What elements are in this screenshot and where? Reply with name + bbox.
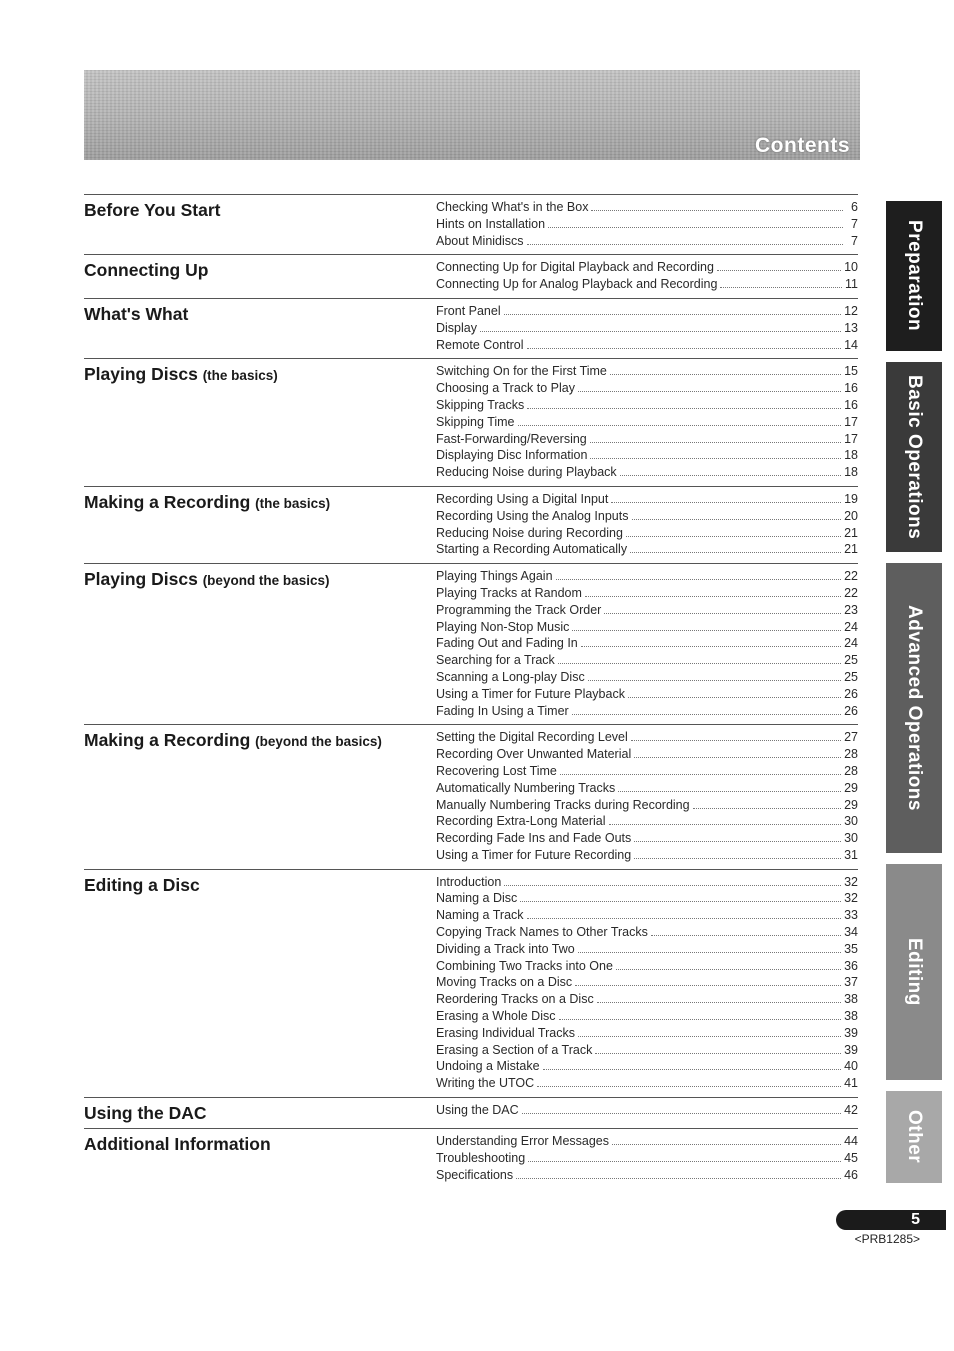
dot-leader (520, 900, 841, 902)
entry-label: About Minidiscs (436, 233, 524, 248)
entry-page: 27 (844, 730, 858, 745)
dot-leader (581, 645, 841, 647)
entry-label: Programming the Track Order (436, 602, 602, 617)
entry-label: Recording Over Unwanted Material (436, 747, 632, 762)
entry-page: 38 (844, 1009, 858, 1024)
entry-page: 33 (844, 908, 858, 923)
entry-page: 11 (845, 277, 858, 292)
entry-page: 23 (844, 602, 858, 617)
entry-page: 45 (844, 1150, 858, 1165)
toc-section (84, 298, 858, 358)
toc-entry[interactable] (436, 830, 858, 847)
toc-entry[interactable] (436, 216, 858, 233)
section-title (84, 259, 436, 293)
section-title-text: Playing Discs (84, 364, 198, 385)
dot-leader (611, 501, 841, 503)
dot-leader (516, 1177, 841, 1179)
entry-page: 41 (844, 1076, 858, 1091)
section-title-text: Making a Recording (84, 730, 251, 751)
dot-leader (578, 951, 841, 953)
toc-entry[interactable] (436, 1102, 858, 1119)
dot-leader (616, 968, 841, 970)
section-entries (436, 259, 858, 293)
toc-entry[interactable] (436, 1008, 858, 1025)
dot-leader (504, 313, 841, 315)
page-number: 5 (836, 1210, 946, 1230)
dot-leader (628, 696, 841, 698)
entry-page: 7 (851, 233, 858, 248)
tab-basic-operations[interactable] (886, 362, 942, 552)
toc-section (84, 194, 858, 254)
section-entries (436, 874, 858, 1092)
entry-label: Troubleshooting (436, 1150, 526, 1165)
entry-label: Skipping Time (436, 414, 515, 429)
toc-entry[interactable] (436, 447, 858, 464)
entry-page: 16 (844, 397, 858, 412)
entry-label: Recording Extra-Long Material (436, 814, 606, 829)
toc-entry[interactable] (436, 199, 858, 216)
dot-leader (480, 330, 841, 332)
section-title (84, 1102, 436, 1123)
entry-label: Using a Timer for Future Recording (436, 847, 632, 862)
toc-entry[interactable] (436, 847, 858, 864)
section-entries (436, 1102, 858, 1123)
dot-leader (610, 373, 841, 375)
entry-label: Playing Non-Stop Music (436, 619, 570, 634)
entry-page: 18 (844, 448, 858, 463)
entry-label: Remote Control (436, 337, 524, 352)
entry-page: 40 (844, 1059, 858, 1074)
section-entries (436, 199, 858, 249)
toc-entry[interactable] (436, 746, 858, 763)
section-title-text: Editing a Disc (84, 874, 200, 895)
entry-label: Choosing a Track to Play (436, 381, 575, 396)
entry-page: 15 (844, 364, 858, 379)
entry-label: Searching for a Track (436, 653, 555, 668)
entry-page: 17 (844, 414, 858, 429)
dot-leader (578, 1035, 841, 1037)
tab-label: Other (904, 1110, 925, 1164)
dot-leader (559, 1018, 842, 1020)
entry-page: 20 (844, 508, 858, 523)
entry-page: 24 (844, 636, 858, 651)
table-of-contents (84, 194, 858, 1188)
entry-page: 12 (844, 303, 858, 318)
toc-section (84, 563, 858, 724)
entry-page: 35 (844, 941, 858, 956)
entry-label: Starting a Recording Automatically (436, 542, 628, 557)
entry-label: Dividing a Track into Two (436, 941, 575, 956)
entry-label: Connecting Up for Analog Playback and Recording (436, 277, 718, 292)
dot-leader (634, 840, 841, 842)
section-title (84, 874, 436, 1092)
entry-label: Recording Fade Ins and Fade Outs (436, 831, 632, 846)
toc-entry[interactable] (436, 320, 858, 337)
entry-label: Manually Numbering Tracks during Recording (436, 797, 690, 812)
entry-page: 22 (844, 585, 858, 600)
dot-leader (504, 884, 841, 886)
dot-leader (693, 807, 842, 809)
dot-leader (630, 551, 841, 553)
section-entries (436, 568, 858, 719)
entry-page: 21 (844, 542, 858, 557)
entry-page: 26 (844, 686, 858, 701)
toc-entry[interactable] (436, 508, 858, 525)
entry-label: Playing Tracks at Random (436, 585, 582, 600)
toc-entry[interactable] (436, 585, 858, 602)
entry-page: 25 (844, 669, 858, 684)
entry-label: Switching On for the First Time (436, 364, 607, 379)
entry-page: 25 (844, 653, 858, 668)
dot-leader (720, 286, 842, 288)
toc-entry[interactable] (436, 686, 858, 703)
toc-section (84, 869, 858, 1097)
dot-leader (634, 756, 841, 758)
section-subtitle: (beyond the basics) (202, 573, 330, 589)
toc-entry[interactable] (436, 1025, 858, 1042)
tab-preparation[interactable] (886, 201, 942, 351)
toc-entry[interactable] (436, 991, 858, 1008)
entry-label: Moving Tracks on a Disc (436, 975, 573, 990)
toc-entry[interactable] (436, 958, 858, 975)
entry-label: Using the DAC (436, 1103, 519, 1118)
entry-page: 29 (844, 797, 858, 812)
dot-leader (631, 739, 841, 741)
dot-leader (527, 917, 842, 919)
dot-leader (543, 1068, 842, 1070)
dot-leader (612, 1143, 841, 1145)
entry-label: Front Panel (436, 303, 501, 318)
dot-leader (572, 629, 841, 631)
entry-label: Fading In Using a Timer (436, 703, 569, 718)
dot-leader (588, 679, 841, 681)
entry-page: 22 (844, 569, 858, 584)
section-entries (436, 303, 858, 353)
entry-page: 32 (844, 891, 858, 906)
entry-page: 30 (844, 814, 858, 829)
toc-entry[interactable] (436, 525, 858, 542)
entry-page: 10 (844, 260, 858, 275)
entry-label: Recording Using the Analog Inputs (436, 508, 629, 523)
entry-label: Skipping Tracks (436, 397, 525, 412)
entry-page: 39 (844, 1025, 858, 1040)
entry-label: Reducing Noise during Recording (436, 525, 623, 540)
toc-section (84, 486, 858, 563)
page-title: Contents (755, 134, 850, 157)
dot-leader (717, 269, 841, 271)
dot-leader (527, 243, 843, 245)
toc-entry[interactable] (436, 431, 858, 448)
toc-entry[interactable] (436, 635, 858, 652)
dot-leader (558, 662, 841, 664)
entry-label: Erasing a Whole Disc (436, 1009, 556, 1024)
tab-other[interactable] (886, 1091, 942, 1183)
dot-leader (578, 390, 841, 392)
dot-leader (522, 1112, 841, 1114)
dot-leader (618, 790, 841, 792)
entry-label: Erasing a Section of a Track (436, 1042, 593, 1057)
section-title (84, 363, 436, 481)
entry-label: Erasing Individual Tracks (436, 1025, 575, 1040)
entry-page: 17 (844, 431, 858, 446)
tab-label: Preparation (904, 220, 925, 332)
section-entries (436, 729, 858, 863)
section-subtitle: (beyond the basics) (255, 734, 382, 750)
dot-leader (527, 407, 841, 409)
dot-leader (518, 424, 842, 426)
toc-entry[interactable] (436, 619, 858, 636)
toc-entry[interactable] (436, 729, 858, 746)
toc-entry[interactable] (436, 303, 858, 320)
entry-page: 14 (844, 337, 858, 352)
toc-entry[interactable] (436, 669, 858, 686)
entry-page: 13 (844, 320, 858, 335)
entry-page: 32 (844, 874, 858, 889)
entry-label: Hints on Installation (436, 216, 546, 231)
entry-page: 16 (844, 381, 858, 396)
dot-leader (590, 441, 841, 443)
entry-label: Reordering Tracks on a Disc (436, 992, 594, 1007)
section-subtitle: (the basics) (255, 495, 331, 511)
dot-leader (527, 347, 842, 349)
dot-leader (604, 612, 841, 614)
toc-entry[interactable] (436, 414, 858, 431)
dot-leader (591, 209, 843, 211)
section-title (84, 199, 436, 249)
section-title (84, 491, 436, 558)
dot-leader (632, 518, 842, 520)
entry-label: Specifications (436, 1167, 514, 1182)
tab-label: Editing (904, 938, 925, 1006)
entry-label: Naming a Track (436, 908, 524, 923)
toc-entry[interactable] (436, 907, 858, 924)
entry-label: Introduction (436, 874, 502, 889)
entry-page: 6 (851, 200, 858, 214)
dot-leader (595, 1052, 841, 1054)
entry-label: Playing Things Again (436, 569, 553, 584)
section-title-text: Playing Discs (84, 569, 198, 590)
dot-leader (572, 713, 841, 715)
entry-page: 26 (844, 703, 858, 718)
toc-entry[interactable] (436, 780, 858, 797)
section-title-text: Connecting Up (84, 260, 209, 281)
dot-leader (585, 595, 841, 597)
entry-label: Setting the Digital Recording Level (436, 730, 628, 745)
toc-entry[interactable] (436, 337, 858, 354)
section-entries (436, 491, 858, 558)
section-title (84, 568, 436, 719)
toc-entry[interactable] (436, 541, 858, 558)
toc-entry[interactable] (436, 763, 858, 780)
entry-page: 36 (844, 958, 858, 973)
entry-page: 24 (844, 619, 858, 634)
entry-page: 37 (844, 975, 858, 990)
toc-entry[interactable] (436, 1042, 858, 1059)
entry-page: 28 (844, 763, 858, 778)
tab-label: Advanced Operations (904, 605, 925, 811)
toc-entry[interactable] (436, 974, 858, 991)
entry-page: 34 (844, 925, 858, 940)
entry-label: Copying Track Names to Other Tracks (436, 925, 648, 940)
entry-label: Undoing a Mistake (436, 1059, 540, 1074)
toc-entry[interactable] (436, 1133, 858, 1150)
toc-entry[interactable] (436, 233, 858, 250)
entry-label: Display (436, 320, 477, 335)
entry-page: 18 (844, 465, 858, 480)
toc-entry[interactable] (436, 1075, 858, 1092)
entry-label: Scanning a Long-play Disc (436, 669, 585, 684)
entry-label: Recovering Lost Time (436, 763, 557, 778)
dot-leader (575, 984, 841, 986)
entry-page: 38 (844, 992, 858, 1007)
section-title-text: Additional Information (84, 1134, 271, 1155)
entry-label: Combining Two Tracks into One (436, 958, 613, 973)
toc-entry[interactable] (436, 941, 858, 958)
section-title-text: Using the DAC (84, 1103, 207, 1124)
entry-label: Fast-Forwarding/Reversing (436, 431, 587, 446)
section-title (84, 729, 436, 863)
document-code: <PRB1285> (854, 1232, 920, 1246)
entry-page: 28 (844, 747, 858, 762)
dot-leader (556, 578, 842, 580)
section-title-text: What's What (84, 303, 189, 324)
section-title-text: Before You Start (84, 200, 221, 220)
toc-entry[interactable] (436, 890, 858, 907)
toc-entry[interactable] (436, 363, 858, 380)
toc-entry[interactable] (436, 797, 858, 814)
entry-page: 29 (844, 780, 858, 795)
entry-label: Reducing Noise during Playback (436, 465, 617, 480)
toc-entry[interactable] (436, 276, 858, 293)
toc-section (84, 1097, 858, 1128)
entry-page: 21 (844, 525, 858, 540)
toc-entry[interactable] (436, 491, 858, 508)
toc-entry[interactable] (436, 1167, 858, 1184)
toc-section (84, 1128, 858, 1188)
tab-advanced-operations[interactable] (886, 563, 942, 853)
toc-entry[interactable] (436, 813, 858, 830)
dot-leader (528, 1160, 841, 1162)
section-subtitle: (the basics) (202, 368, 278, 384)
dot-leader (537, 1085, 841, 1087)
dot-leader (597, 1001, 841, 1003)
entry-label: Automatically Numbering Tracks (436, 780, 616, 795)
toc-entry[interactable] (436, 397, 858, 414)
toc-entry[interactable] (436, 568, 858, 585)
entry-label: Recording Using a Digital Input (436, 491, 609, 506)
entry-label: Using a Timer for Future Playback (436, 686, 625, 701)
entry-page: 42 (844, 1103, 858, 1118)
tab-label: Basic Operations (904, 374, 925, 540)
dot-leader (548, 226, 843, 228)
entry-page: 30 (844, 831, 858, 846)
dot-leader (590, 457, 841, 459)
dot-leader (620, 474, 841, 476)
contents-banner (84, 70, 860, 160)
toc-entry[interactable] (436, 1150, 858, 1167)
toc-entry[interactable] (436, 380, 858, 397)
section-title (84, 303, 436, 353)
dot-leader (626, 535, 841, 537)
section-title-text: Making a Recording (84, 491, 251, 512)
entry-label: Connecting Up for Digital Playback and Recording (436, 260, 714, 275)
entry-page: 7 (851, 216, 858, 231)
tab-editing[interactable] (886, 864, 942, 1080)
toc-entry[interactable] (436, 652, 858, 669)
entry-label: Checking What's in the Box (436, 200, 589, 214)
dot-leader (560, 773, 841, 775)
toc-entry[interactable] (436, 602, 858, 619)
toc-entry[interactable] (436, 874, 858, 891)
toc-entry[interactable] (436, 924, 858, 941)
entry-label: Displaying Disc Information (436, 448, 588, 463)
entry-page: 39 (844, 1042, 858, 1057)
section-title (84, 1133, 436, 1183)
entry-label: Fading Out and Fading In (436, 636, 578, 651)
section-entries (436, 363, 858, 481)
dot-leader (634, 857, 841, 859)
dot-leader (609, 823, 842, 825)
dot-leader (651, 934, 841, 936)
entry-page: 44 (844, 1134, 858, 1149)
entry-label: Understanding Error Messages (436, 1134, 609, 1149)
entry-page: 31 (844, 847, 858, 862)
entry-label: Naming a Disc (436, 891, 518, 906)
toc-section (84, 358, 858, 486)
section-entries (436, 1133, 858, 1183)
toc-entry[interactable] (436, 259, 858, 276)
toc-section (84, 254, 858, 298)
toc-entry[interactable] (436, 703, 858, 720)
entry-page: 19 (844, 491, 858, 506)
entry-page: 46 (844, 1167, 858, 1182)
entry-label: Writing the UTOC (436, 1076, 535, 1091)
toc-section (84, 724, 858, 868)
toc-entry[interactable] (436, 464, 858, 481)
toc-entry[interactable] (436, 1058, 858, 1075)
